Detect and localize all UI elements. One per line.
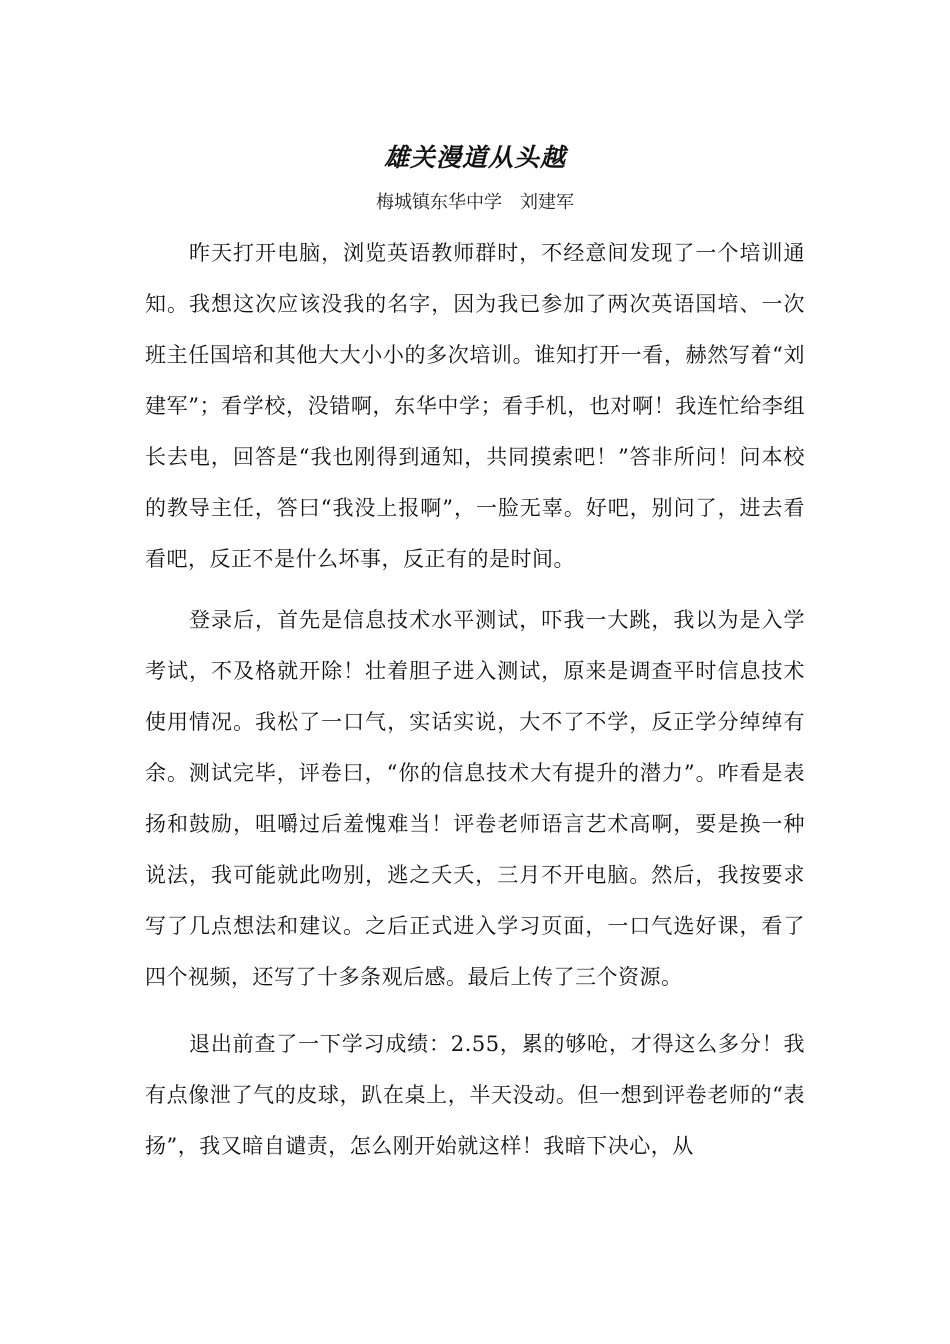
document-title: 雄关漫道从头越 bbox=[383, 143, 566, 172]
author-byline: 梅城镇东华中学 刘建军 bbox=[376, 192, 574, 213]
paragraph: 退出前查了一下学习成绩：2.55，累的够呛，才得这么多分！我有点像泄了气的皮球，趴在桌上，半天没动。但一想到评卷老师的“表扬”，我又暗自谴责，怎么刚开始就这样！我暗下决心，从 bbox=[145, 1032, 805, 1158]
paragraph: 登录后，首先是信息技术水平测试，吓我一大跳，我以为是入学考试，不及格就开除！壮着胆子进入测试，原来是调查平时信息技术使用情况。我松了一口气，实话实说，大不了不学，反正学分绰绰有余。测试完毕，评卷曰，“你的信息技术大有提升的潜力”。咋看是表扬和鼓励，咀嚼过后羞愧难当！评卷老师语言艺术高啊，要是换一种说法，我可能就此吻别，逃之夭夭，三月不开电脑。然后，我按要求写了几点想法和建议。之后正式进入学习页面，一口气选好课，看了四个视频，还写了十多条观后感。最后上传了三个资源。 bbox=[145, 608, 805, 989]
document-body bbox=[145, 228, 805, 1178]
paragraph: 昨天打开电脑，浏览英语教师群时，不经意间发现了一个培训通知。我想这次应该没我的名字，因为我已参加了两次英语国培、一次班主任国培和其他大大小小的多次培训。谁知打开一看，赫然写着“刘建军”；看学校，没错啊，东华中学；看手机，也对啊！我连忙给李组长去电，回答是“我也刚得到通知，共同摸索吧！”答非所问！问本校的教导主任，答曰“我没上报啊”，一脸无辜。好吧，别问了，进去看看吧，反正不是什么坏事，反正有的是时间。 bbox=[145, 241, 805, 571]
